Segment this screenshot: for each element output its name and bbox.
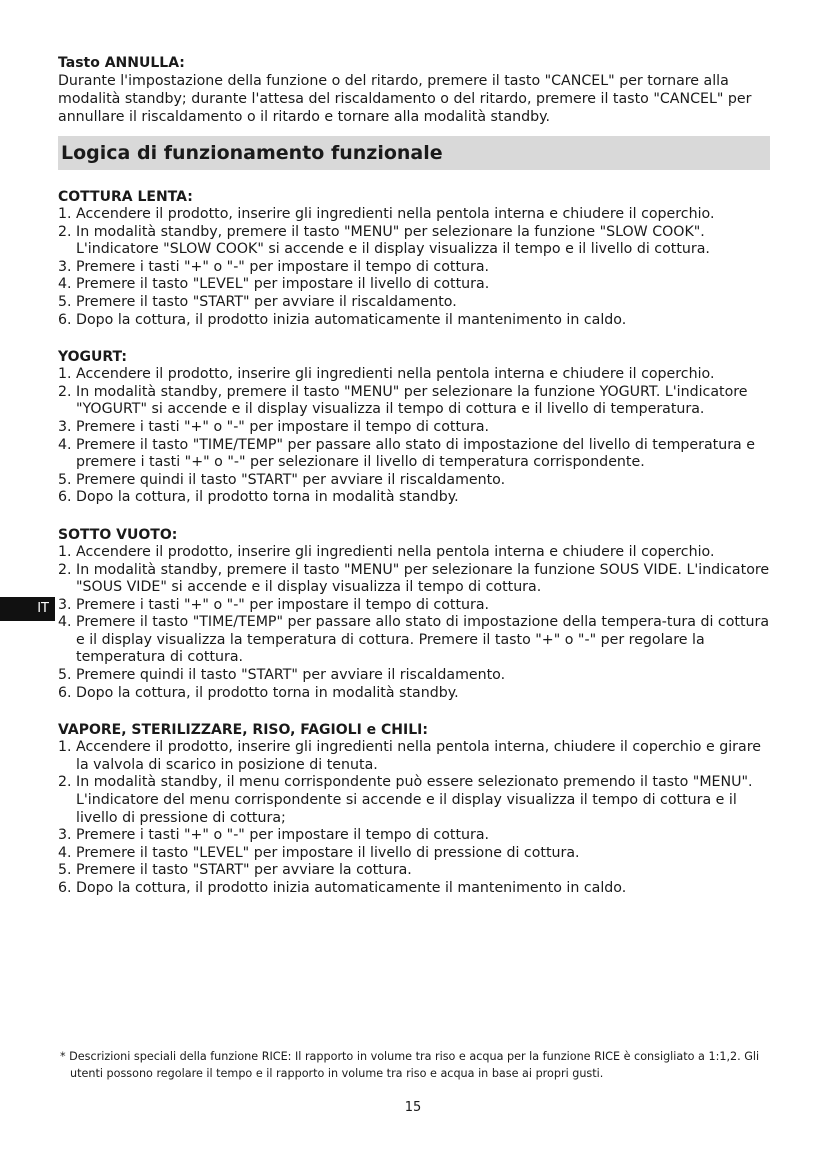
page-content [58, 54, 770, 898]
cancel-heading: Tasto ANNULLA: [58, 55, 185, 71]
step-item: 6. Dopo la cottura, il prodotto torna in modalità standby. [58, 489, 459, 506]
page-number: 15 [404, 1100, 422, 1115]
step-item: 1. Accendere il prodotto, inserire gli ingredienti nella pentola interna e chiudere il coperchio. [58, 366, 715, 383]
step-item: 6. Dopo la cottura, il prodotto torna in modalità standby. [58, 684, 459, 701]
language-tab [0, 597, 55, 621]
steps-list [58, 366, 770, 507]
step-item: 2. In modalità standby, il menu corrispondente può essere selezionato premendo il tasto "MENU". L'indicatore del menu corrispondente si accende e il display visualizza il tempo di cottura e il livello di pressione di cottura; [58, 774, 753, 826]
cancel-text: Durante l'impostazione della funzione o del ritardo, premere il tasto "CANCEL" per tornare alla modalità standby; durante l'attesa del riscaldamento o del ritardo, premere il tasto "CANCEL" per annullare il riscaldamento o il ritardo e tornare alla modalità standby. [58, 73, 752, 125]
step-item: 2. In modalità standby, premere il tasto "MENU" per selezionare la funzione YOGURT. L'indicatore "YOGURT" si accende e il display visualizza il tempo di cottura e il livello di temperatura. [58, 383, 748, 418]
step-item: 4. Premere il tasto "TIME/TEMP" per passare allo stato di impostazione del livello di temperatura e premere i tasti "+" o "-" per selezionare il livello di temperatura corrispondente. [58, 436, 755, 471]
step-item: 3. Premere i tasti "+" o "-" per impostare il tempo di cottura. [58, 827, 490, 844]
step-item: 6. Dopo la cottura, il prodotto inizia automaticamente il mantenimento in caldo. [58, 311, 627, 328]
step-item: 1. Accendere il prodotto, inserire gli ingredienti nella pentola interna, chiudere il coperchio e girare la valvola di scarico in posizione di tenuta. [58, 739, 761, 773]
step-item: 4. Premere il tasto "TIME/TEMP" per passare allo stato di impostazione della tempera-tura di cottura e il display visualizza la temperatura di cottura. Premere il tasto "+" o "-" per regolare la temperatura di cottura. [58, 614, 770, 666]
step-item: 3. Premere i tasti "+" o "-" per impostare il tempo di cottura. [58, 418, 490, 435]
section-slow-cook [58, 188, 770, 329]
section-heading: SOTTO VUOTO: [58, 526, 178, 543]
step-item: 4. Premere il tasto "LEVEL" per impostare il livello di pressione di cottura. [58, 844, 580, 861]
step-item: 3. Premere i tasti "+" o "-" per impostare il tempo di cottura. [58, 258, 490, 275]
step-item: 3. Premere i tasti "+" o "-" per impostare il tempo di cottura. [58, 596, 490, 613]
step-item: 5. Premere quindi il tasto "START" per avviare il riscaldamento. [58, 667, 506, 684]
step-item: 2. In modalità standby, premere il tasto "MENU" per selezionare la funzione "SLOW COOK". L'indicatore "SLOW COOK" si accende e il display visualizza il tempo e il livello di cottura. [58, 223, 710, 258]
steps-list [58, 739, 770, 897]
section-heading: YOGURT: [58, 349, 127, 366]
step-item: 5. Premere il tasto "START" per avviare il riscaldamento. [58, 293, 457, 310]
footnote: * Descrizioni speciali della funzione RICE: Il rapporto in volume tra riso e acqua per la funzione RICE è consigliato a 1:1,2. Gli utenti possono regolare il tempo e il rapporto in volume tra riso e acqua in base ai propri gusti. [60, 1050, 760, 1080]
step-item: 1. Accendere il prodotto, inserire gli ingredienti nella pentola interna e chiudere il coperchio. [58, 206, 715, 222]
section-steam-rice [58, 721, 770, 897]
language-label: IT [37, 601, 49, 616]
steps-list [58, 206, 770, 329]
section-heading: VAPORE, STERILIZZARE, RISO, FAGIOLI e CHILI: [58, 722, 428, 739]
step-item: 2. In modalità standby, premere il tasto "MENU" per selezionare la funzione SOUS VIDE. L'indicatore "SOUS VIDE" si accende e il display visualizza il tempo di cottura. [58, 561, 770, 596]
steps-list [58, 544, 770, 702]
step-item: 1. Accendere il prodotto, inserire gli ingredienti nella pentola interna e chiudere il coperchio. [58, 543, 715, 560]
step-item: 4. Premere il tasto "LEVEL" per impostare il livello di cottura. [58, 276, 490, 293]
section-heading: COTTURA LENTA: [58, 189, 193, 205]
section-banner: Logica di funzionamento funzionale [58, 136, 770, 170]
step-item: 5. Premere il tasto "START" per avviare la cottura. [58, 862, 412, 879]
step-item: 5. Premere quindi il tasto "START" per avviare il riscaldamento. [58, 471, 506, 488]
step-item: 6. Dopo la cottura, il prodotto inizia automaticamente il mantenimento in caldo. [58, 880, 627, 896]
section-sous-vide [58, 526, 770, 702]
section-yogurt [58, 348, 770, 507]
